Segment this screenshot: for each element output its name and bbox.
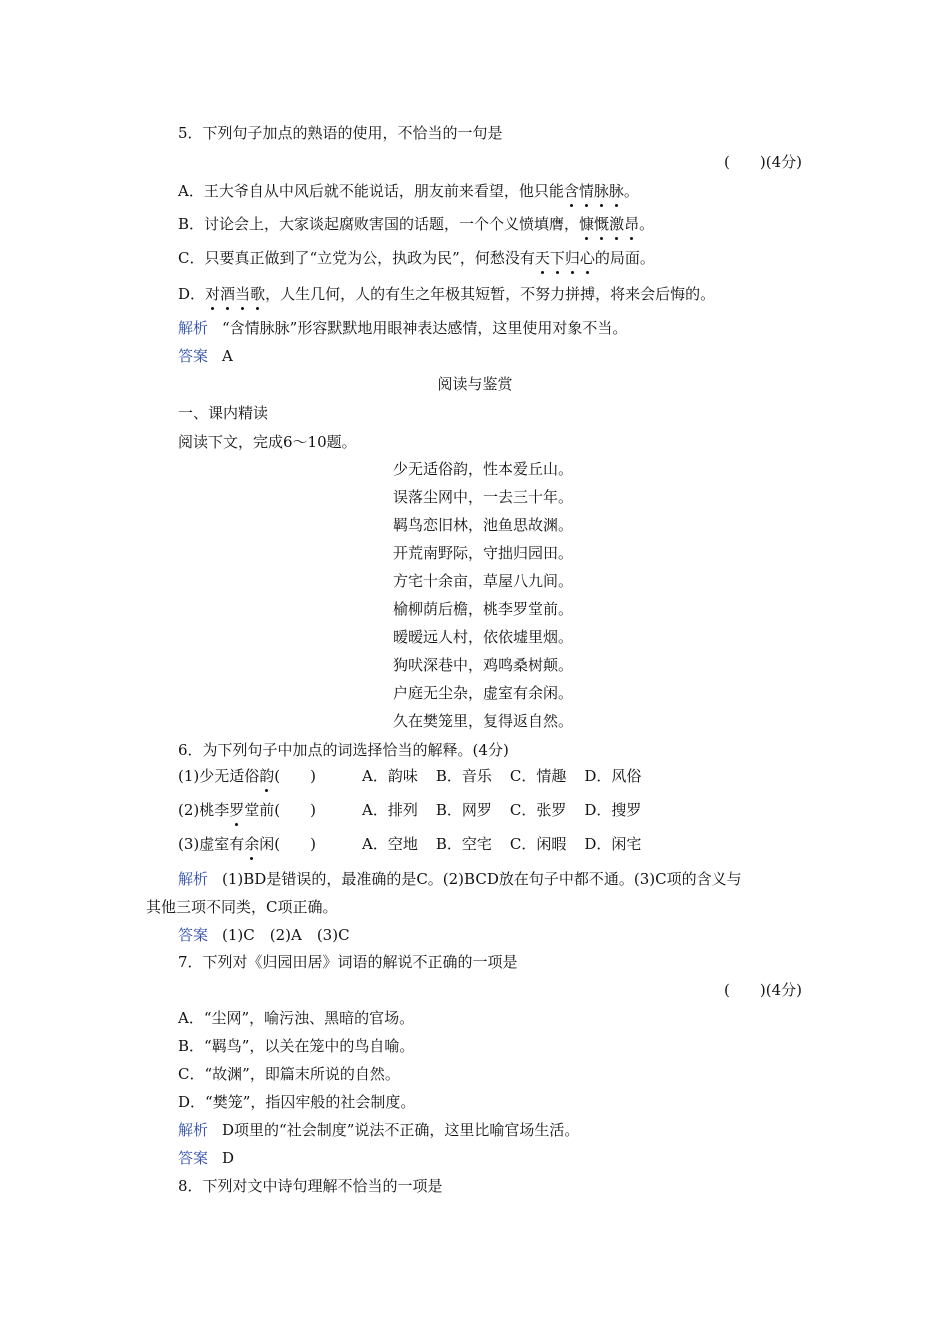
choice: D．搜罗 bbox=[584, 801, 642, 819]
analysis-label: 解析 bbox=[178, 1121, 209, 1139]
dotted-char: 情 bbox=[578, 182, 594, 200]
q6-item: (1)少无适俗韵( ) A．韵味 B．音乐 C．情趣 D．风俗 bbox=[178, 767, 642, 785]
choice: D．闲宅 bbox=[584, 835, 642, 853]
q7-option-d: D．“樊笼”，指囚牢般的社会制度。 bbox=[178, 1093, 416, 1111]
poem-line: 暧暧远人村，依依墟里烟。 bbox=[393, 628, 574, 646]
q7-answer: 答案 D bbox=[178, 1149, 235, 1167]
q7-score: ( )(4分) bbox=[724, 981, 802, 999]
q7-option-c: C．“故渊”，即篇末所说的自然。 bbox=[178, 1065, 400, 1083]
q7-option-b: B．“羁鸟”，以关在笼中的鸟自喻。 bbox=[178, 1037, 415, 1055]
q5-score: ( )(4分) bbox=[724, 153, 802, 171]
dotted-char: 罗 bbox=[229, 801, 245, 819]
dotted-char: 脉 bbox=[593, 182, 609, 200]
q6-stem: 6．为下列句子中加点的词选择恰当的解释。(4分) bbox=[178, 741, 509, 759]
choice: D．风俗 bbox=[584, 767, 642, 785]
dotted-char: 下 bbox=[549, 249, 565, 267]
dotted-char: 余 bbox=[244, 835, 260, 853]
dotted-char: 含 bbox=[563, 182, 579, 200]
q5-option-b: B．讨论会上，大家谈起腐败害国的话题，一个个义愤填膺，慷慨激昂。 bbox=[178, 215, 655, 233]
poem-line: 久在樊笼里，复得返自然。 bbox=[393, 712, 574, 730]
analysis-label: 解析 bbox=[178, 870, 209, 888]
poem-line: 误落尘网中，一去三十年。 bbox=[393, 488, 574, 506]
q5-answer: 答案 A bbox=[178, 347, 233, 365]
choice: A．韵味 bbox=[361, 767, 418, 785]
dotted-char: 慨 bbox=[594, 215, 610, 233]
q6-item: (2)桃李罗堂前( ) A．排列 B．网罗 C．张罗 D．搜罗 bbox=[178, 801, 642, 819]
dotted-char: 脉 bbox=[608, 182, 624, 200]
q6-item: (3)虚室有余闲( ) A．空地 B．空宅 C．闲暇 D．闲宅 bbox=[178, 835, 642, 853]
answer-label: 答案 bbox=[178, 347, 209, 365]
choice: C．闲暇 bbox=[509, 835, 567, 853]
dotted-char: 酒 bbox=[220, 285, 236, 303]
dotted-char: 归 bbox=[564, 249, 580, 267]
poem-line: 羁鸟恋旧林，池鱼思故渊。 bbox=[393, 516, 574, 534]
choice: B．音乐 bbox=[435, 767, 492, 785]
dotted-char: 歌 bbox=[250, 285, 266, 303]
q7-stem: 7．下列对《归园田居》词语的解说不正确的一项是 bbox=[178, 953, 518, 971]
poem-line: 狗吠深巷中，鸡鸣桑树颠。 bbox=[393, 656, 574, 674]
choice: A．空地 bbox=[361, 835, 418, 853]
poem-line: 少无适俗韵，性本爱丘山。 bbox=[393, 460, 574, 478]
q5-option-c: C．只要真正做到了“立党为公，执政为民”，何愁没有天下归心的局面。 bbox=[178, 249, 655, 267]
choice: C．张罗 bbox=[509, 801, 567, 819]
q7-option-a: A．“尘网”，喻污浊、黑暗的官场。 bbox=[178, 1009, 415, 1027]
dotted-char: 对 bbox=[205, 285, 221, 303]
dotted-char: 心 bbox=[579, 249, 595, 267]
dotted-char: 天 bbox=[534, 249, 550, 267]
answer-label: 答案 bbox=[178, 926, 209, 944]
dotted-char: 韵 bbox=[259, 767, 275, 785]
poem-line: 榆柳荫后檐，桃李罗堂前。 bbox=[393, 600, 574, 618]
poem-line: 开荒南野际，守拙归园田。 bbox=[393, 544, 574, 562]
q5-stem: 5．下列句子加点的熟语的使用，不恰当的一句是 bbox=[178, 124, 503, 142]
analysis-label: 解析 bbox=[178, 319, 209, 337]
poem-line: 方宅十余亩，草屋八九间。 bbox=[393, 572, 574, 590]
q5-analysis: 解析 “含情脉脉”形容默默地用眼神表达感情，这里使用对象不当。 bbox=[178, 319, 628, 337]
reading-instruction: 阅读下文，完成6～10题。 bbox=[178, 433, 357, 451]
q8-stem: 8．下列对文中诗句理解不恰当的一项是 bbox=[178, 1177, 443, 1195]
section-title: 阅读与鉴赏 bbox=[437, 375, 513, 393]
choice: A．排列 bbox=[361, 801, 418, 819]
choice: C．情趣 bbox=[509, 767, 567, 785]
q6-analysis: 解析 (1)BD是错误的，最准确的是C。(2)BCD放在句子中都不通。(3)C项的含义与 bbox=[178, 870, 742, 888]
answer-label: 答案 bbox=[178, 1149, 209, 1167]
dotted-char: 昂 bbox=[624, 215, 640, 233]
q5-option-a: A．王大爷自从中风后就不能说话，朋友前来看望，他只能含情脉脉。 bbox=[178, 182, 639, 200]
choice: B．空宅 bbox=[435, 835, 492, 853]
section-subtitle: 一、课内精读 bbox=[178, 404, 269, 422]
q5-option-d: D．对酒当歌，人生几何，人的有生之年极其短暂，不努力拼搏，将来会后悔的。 bbox=[178, 285, 716, 303]
dotted-char: 慷 bbox=[579, 215, 595, 233]
q7-analysis: 解析 D项里的“社会制度”说法不正确，这里比喻官场生活。 bbox=[178, 1121, 580, 1139]
poem-line: 户庭无尘杂，虚室有余闲。 bbox=[393, 684, 574, 702]
dotted-char: 当 bbox=[235, 285, 251, 303]
choice: B．网罗 bbox=[435, 801, 492, 819]
dotted-char: 激 bbox=[609, 215, 625, 233]
q6-analysis-cont: 其他三项不同类，C项正确。 bbox=[146, 898, 338, 916]
q6-answer: 答案 (1)C (2)A (3)C bbox=[178, 926, 350, 944]
